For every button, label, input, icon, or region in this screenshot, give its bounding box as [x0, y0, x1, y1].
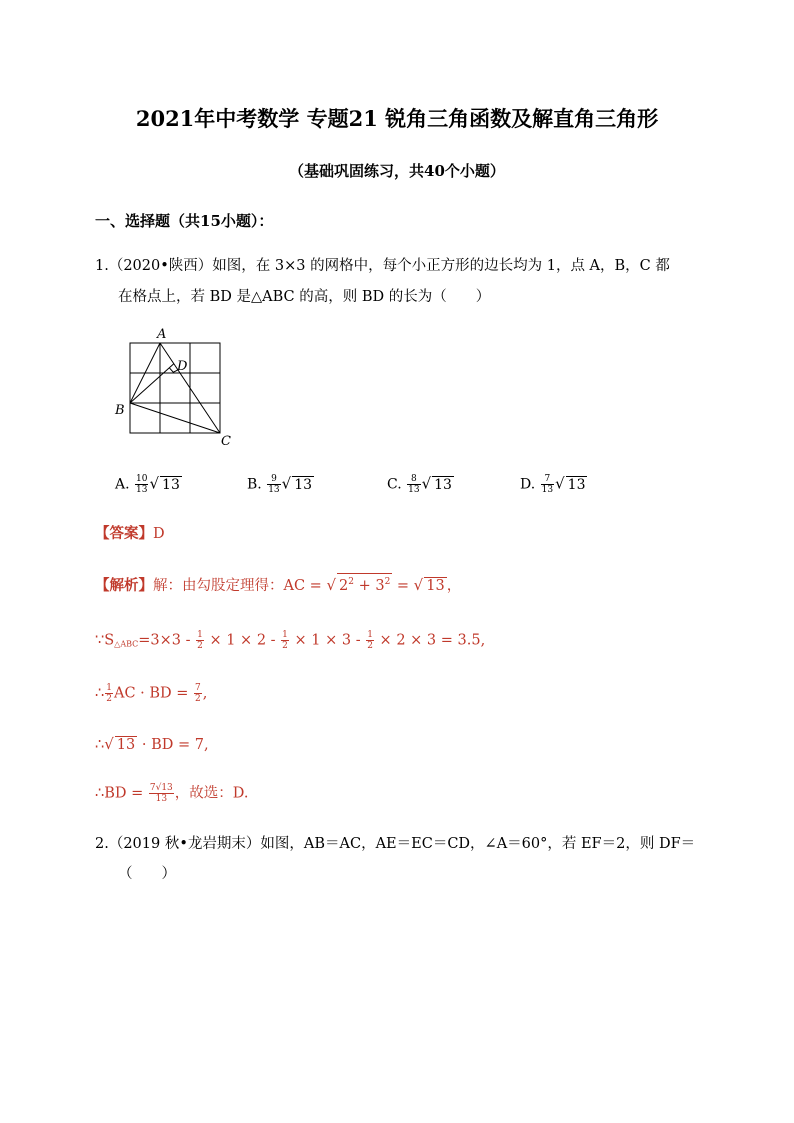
question-2-line-1: 2.（2019 秋•龙岩期末）如图，AB＝AC，AE＝EC＝CD，∠A＝60°，若 EF＝2，则 DF＝	[95, 836, 696, 852]
label-b: B	[115, 403, 125, 418]
question-1-line-1: 1.（2020•陕西）如图，在 3×3 的网格中，每个小正方形的边长均为 1，点 A，B，C 都	[95, 258, 670, 274]
page-subtitle: （基础巩固练习，共40个小题）	[289, 162, 505, 180]
page-title: 2021年中考数学 专题21 锐角三角函数及解直角三角形	[135, 106, 659, 131]
label-a: A	[157, 327, 167, 342]
answer-value: D	[153, 526, 165, 542]
option-c[interactable]: C. $\frac{8}{13}$ √ 13	[387, 474, 452, 495]
label-c: C	[221, 434, 231, 449]
label-d: D	[177, 359, 188, 374]
question-1-line-2: 在格点上，若 BD 是△ABC 的高，则 BD 的长为（ ）	[118, 289, 491, 305]
segment-bc	[130, 403, 220, 433]
analysis-line-4: ∴√ 13 · BD = 7,	[95, 735, 209, 753]
answer-label: 【答案】	[95, 525, 153, 542]
section-heading: 一、选择题（共15小题）：	[95, 212, 274, 230]
analysis-line-1: 【解析】解：由勾股定理得：AC = √ $2^2 + 3^2$ = √ 13 ，	[95, 573, 461, 596]
option-b[interactable]: B. $\frac{9}{13}$ √ 13	[247, 474, 313, 495]
segment-bd	[130, 364, 174, 403]
grid-triangle-figure	[110, 325, 240, 450]
analysis-line-2: ∵S△ABC=3×3 - $\frac{1}{2}$ × 1 × 2 - $\frac{1}{2}$ × 1 × 3 - $\frac{1}{2}$ × 2 × 3 = 3.5,	[95, 630, 486, 651]
grid-outline	[130, 343, 220, 433]
analysis-line-3: ∴ $\frac{1}{2}$ AC · BD = $\frac{7}{2}$ ,	[95, 683, 208, 704]
answer-line	[95, 524, 165, 544]
question-2-line-2: （ ）	[118, 866, 176, 882]
option-a[interactable]: A. $\frac{10}{13}$ √ 13	[115, 474, 180, 495]
option-d[interactable]: D. $\frac{7}{13}$ √ 13	[520, 474, 586, 495]
analysis-line-5: ∴BD = $\frac{7√13}{13}$ ，故选：D.	[95, 783, 249, 804]
